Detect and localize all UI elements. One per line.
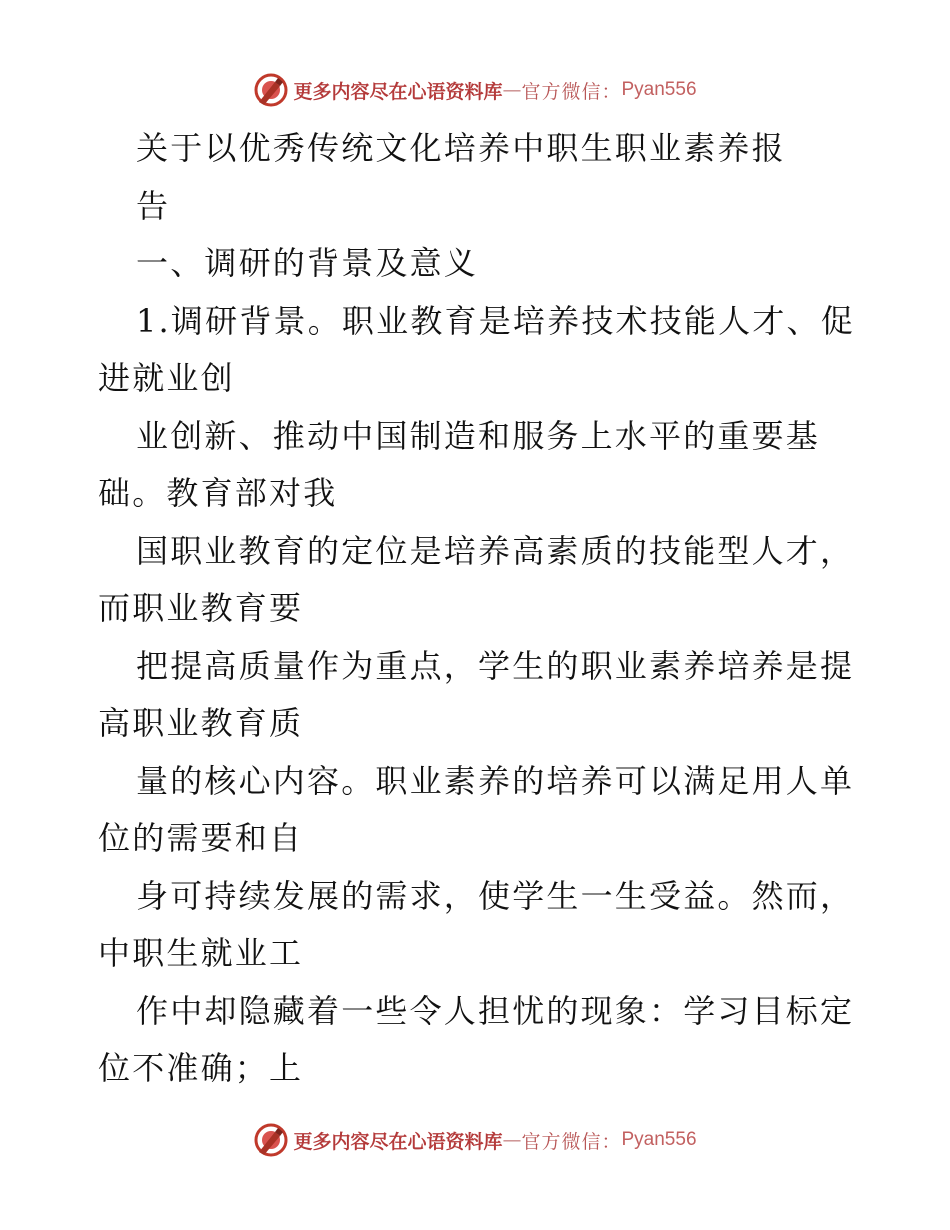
document-body xyxy=(98,120,858,1098)
paragraph-line: 中职生就业工 xyxy=(98,934,304,972)
document-title-line: 告 xyxy=(136,186,171,225)
paragraph-line: 而职业教育要 xyxy=(98,589,304,627)
banner-wechat-id: Pyan556 xyxy=(621,1129,697,1150)
paragraph-line: 业创新、推动中国制造和服务上水平的重要基 xyxy=(136,416,821,455)
pen-logo-icon xyxy=(253,1122,289,1158)
paragraph-line: 1.调研背景。职业教育是培养技术技能人才、促 xyxy=(136,301,855,340)
paragraph-line: 进就业创 xyxy=(98,359,235,397)
paragraph-line: 一、调研的背景及意义 xyxy=(136,244,479,282)
paragraph-line: 高职业教育质 xyxy=(98,704,304,742)
banner-wechat-label: 官方微信： xyxy=(521,80,622,103)
paragraph-line: 作中却隐藏着一些令人担忧的现象：学习目标定 xyxy=(136,991,855,1030)
paragraph-line: 量的核心内容。职业素养的培养可以满足用人单 xyxy=(136,761,855,800)
banner-main-text: 更多内容尽在心语资料库 xyxy=(293,80,503,103)
banner-main-text: 更多内容尽在心语资料库 xyxy=(293,1130,503,1153)
footer-banner xyxy=(0,1118,950,1162)
pen-logo-icon xyxy=(253,72,289,108)
document-title-line: 关于以优秀传统文化培养中职生职业素养报 xyxy=(136,129,786,167)
header-banner xyxy=(0,68,950,112)
banner-wechat-label: 官方微信： xyxy=(521,1130,622,1153)
banner-wechat-id: Pyan556 xyxy=(621,79,697,100)
paragraph-line: 把提高质量作为重点，学生的职业素养培养是提 xyxy=(136,646,855,685)
paragraph-line: 础。教育部对我 xyxy=(98,474,338,512)
paragraph-line: 位的需要和自 xyxy=(98,819,304,857)
banner-dash: — xyxy=(502,1129,522,1151)
paragraph-line: 身可持续发展的需求，使学生一生受益。然而， xyxy=(136,876,855,915)
paragraph-line: 国职业教育的定位是培养高素质的技能型人才， xyxy=(136,531,855,570)
banner-dash: — xyxy=(502,79,522,101)
paragraph-line: 位不准确；上 xyxy=(98,1049,304,1087)
